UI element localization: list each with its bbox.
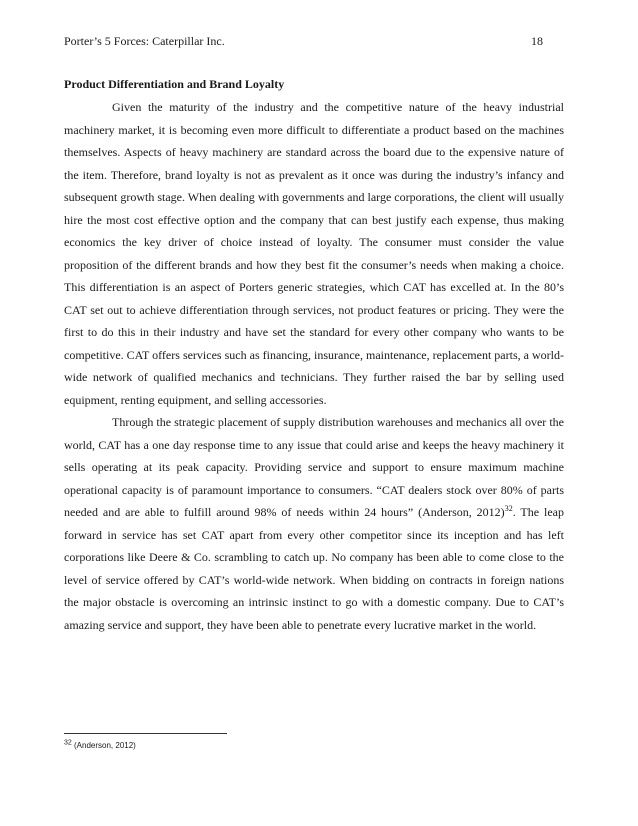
footnote-text: (Anderson, 2012) — [71, 741, 136, 750]
page-number: 18 — [531, 34, 543, 48]
footnote-separator — [64, 733, 227, 734]
running-header-title: Porter’s 5 Forces: Caterpillar Inc. — [64, 34, 225, 48]
paragraph-service-text-1: Through the strategic placement of supply distribution warehouses and mechanics all over the world, CAT has a one day response time to any issue that could arise and keeps the heavy machinery it sells operating at its peak capacity. Providing service and support to ensure maximum machine operational capacity is of paramount importance to consumers. “CAT dealers stock over 80% of parts needed and are able to fulfill around 98% of needs within 24 hours” (Anderson, 2012) — [64, 415, 564, 519]
section-heading: Product Differentiation and Brand Loyalty — [64, 77, 285, 91]
footnote — [64, 741, 136, 751]
section-body — [64, 96, 564, 636]
footnote-number: 32 — [64, 739, 72, 747]
paragraph-service — [64, 411, 564, 636]
paragraph-differentiation: Given the maturity of the industry and the competitive nature of the heavy industrial machinery market, it is becoming even more difficult to differentiate a product based on the machines themselves. Aspects of heavy machinery are standard across the board due to the expensive nature of the item. Therefore, brand loyalty is not as prevalent as it once was during the industry’s infancy and subsequent growth stage. When dealing with governments and large corporations, the client will usually hire the most cost effective option and the company that can best justify each expense, thus making economics the key driver of choice instead of loyalty. The consumer must consider the value proposition of the different brands and how they best fit the consumer’s needs when making a choice. This differentiation is an aspect of Porters generic strategies, which CAT has excelled at. In the 80’s CAT set out to achieve differentiation through services, not product features or pricing. They were the first to do this in their industry and have set the standard for every other company who wants to be competitive. CAT offers services such as financing, insurance, maintenance, replacement parts, a world-wide network of qualified mechanics and technicians. They further raised the bar by selling used equipment, renting equipment, and selling accessories. — [64, 100, 564, 407]
paragraph-service-text-2: . The leap forward in service has set CAT apart from every other competitor since its inception and has left corporations like Deere & Co. scrambling to catch up. No company has been able to come close to the level of service offered by CAT’s world-wide network. When bidding on contracts in foreign nations the major obstacle is overcoming an intrinsic instinct to go with a domestic company. Due to CAT’s amazing service and support, they have been able to penetrate every lucrative market in the world. — [64, 505, 564, 632]
footnote-reference: 32 — [504, 504, 513, 513]
